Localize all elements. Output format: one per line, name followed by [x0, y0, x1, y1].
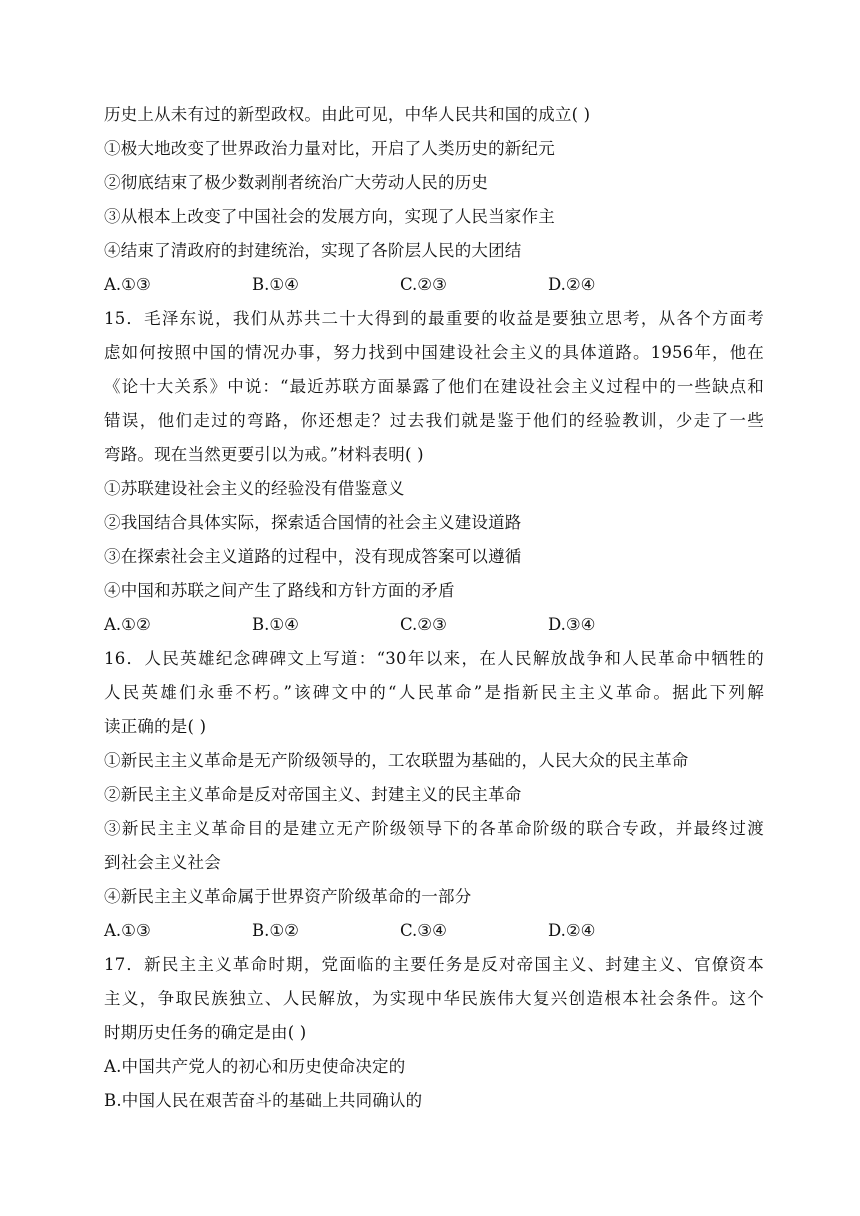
- q16-option-c: C.③④: [400, 921, 447, 940]
- q15-options: [104, 608, 764, 642]
- q14-option-b: B.①④: [252, 275, 299, 294]
- exam-page: [104, 98, 764, 1118]
- q14-option-d: D.②④: [548, 275, 596, 294]
- q15-item-1: ①苏联建设社会主义的经验没有借鉴意义: [104, 479, 405, 498]
- q15-stem-line-3: 《论十大关系》中说：“最近苏联方面暴露了他们在建设社会主义过程中的一些缺点和: [104, 377, 764, 396]
- q16-item-3-cont: 到社会主义社会: [104, 853, 221, 872]
- q16-stem-line-2: 人民英雄们永垂不朽。”该碑文中的“人民革命”是指新民主主义革命。据此下列解: [104, 683, 764, 702]
- q16-stem-line-3: 读正确的是( ): [104, 717, 207, 736]
- q15-stem-line-5: 弯路。现在当然更要引以为戒。”材料表明( ): [104, 445, 424, 464]
- q17-option-b: B.中国人民在艰苦奋斗的基础上共同确认的: [104, 1091, 423, 1110]
- q16-stem-line-1: 16．人民英雄纪念碑碑文上写道：“30年以来，在人民解放战争和人民革命中牺牲的: [104, 649, 764, 668]
- q15-stem-line-2: 虑如何按照中国的情况办事，努力找到中国建设社会主义的具体道路。1956年，他在: [104, 343, 764, 362]
- q14-option-c: C.②③: [400, 275, 447, 294]
- q16-options: [104, 914, 764, 948]
- q14-stem: 历史上从未有过的新型政权。由此可见，中华人民共和国的成立( ): [104, 105, 591, 124]
- q15-item-4: ④中国和苏联之间产生了路线和方针方面的矛盾: [104, 581, 455, 600]
- q15-option-d: D.③④: [548, 615, 596, 634]
- q16-item-4: ④新民主主义革命属于世界资产阶级革命的一部分: [104, 887, 472, 906]
- q15-option-c: C.②③: [400, 615, 447, 634]
- q14-item-3: ③从根本上改变了中国社会的发展方向，实现了人民当家作主: [104, 207, 555, 226]
- q16-item-1: ①新民主主义革命是无产阶级领导的，工农联盟为基础的，人民大众的民主革命: [104, 751, 689, 770]
- q16-option-b: B.①②: [252, 921, 299, 940]
- q17-stem-line-3: 时期历史任务的确定是由( ): [104, 1023, 307, 1042]
- q14-item-1: ①极大地改变了世界政治力量对比，开启了人类历史的新纪元: [104, 139, 555, 158]
- q17-stem-line-1: 17．新民主主义革命时期，党面临的主要任务是反对帝国主义、封建主义、官僚资本: [104, 955, 764, 974]
- q14-item-4: ④结束了清政府的封建统治，实现了各阶层人民的大团结: [104, 241, 522, 260]
- q15-item-3: ③在探索社会主义道路的过程中，没有现成答案可以遵循: [104, 547, 522, 566]
- q17-option-a: A.中国共产党人的初心和历史使命决定的: [104, 1057, 406, 1076]
- q14-item-2: ②彻底结束了极少数剥削者统治广大劳动人民的历史: [104, 173, 489, 192]
- q14-option-a: A.①③: [104, 275, 151, 294]
- q16-item-2: ②新民主主义革命是反对帝国主义、封建主义的民主革命: [104, 785, 522, 804]
- q15-item-2: ②我国结合具体实际，探索适合国情的社会主义建设道路: [104, 513, 522, 532]
- q15-stem-line-1: 15．毛泽东说，我们从苏共二十大得到的最重要的收益是要独立思考，从各个方面考: [104, 309, 764, 328]
- q15-option-b: B.①④: [252, 615, 299, 634]
- q16-option-a: A.①③: [104, 921, 151, 940]
- q14-options: [104, 268, 764, 302]
- q15-stem-line-4: 错误，他们走过的弯路，你还想走？过去我们就是鉴于他们的经验教训，少走了一些: [104, 411, 764, 430]
- q16-item-3: ③新民主主义革命目的是建立无产阶级领导下的各革命阶级的联合专政，并最终过渡: [104, 819, 764, 838]
- q17-stem-line-2: 主义，争取民族独立、人民解放，为实现中华民族伟大复兴创造根本社会条件。这个: [104, 989, 764, 1008]
- q15-option-a: A.①②: [104, 615, 151, 634]
- q16-option-d: D.②④: [548, 921, 596, 940]
